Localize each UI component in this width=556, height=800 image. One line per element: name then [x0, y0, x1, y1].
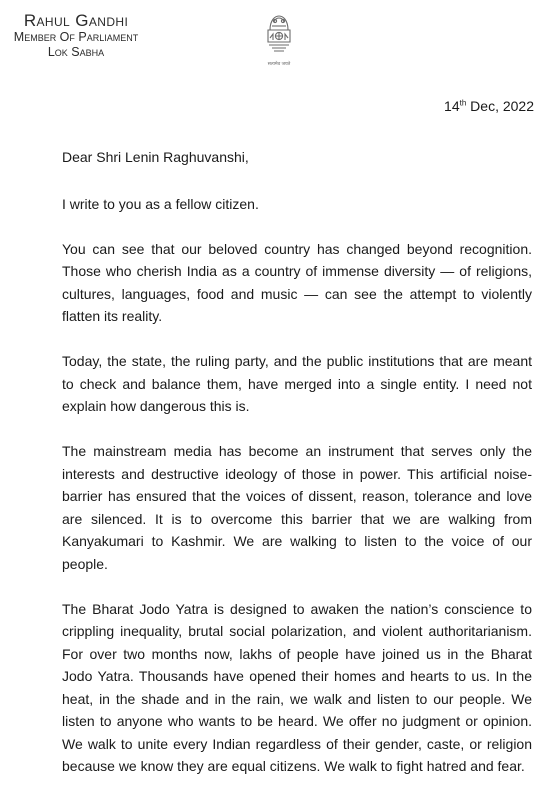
date-suffix: th	[459, 98, 467, 108]
sender-house: Lok Sabha	[47, 44, 105, 59]
paragraph-2: You can see that our beloved country has changed beyond recognition. Those who cherish India as a country of immense diversity — of religions, cultures, languages, food and music — can see the attempt to violently flatten its reality.	[62, 240, 532, 324]
paragraph-4: The mainstream media has become an instrument that serves only the interests and destructive ideology of those in power. This artificial noise-barrier has ensured that the voices of dissent, reason, tolerance and love are silenced. It is to overcome this barrier that we are walking from Kanyakumari to Kashmir. We are walking to listen to the voice of our people.	[62, 443, 532, 572]
emblem-caption: सत्यमेव जयते	[267, 62, 291, 67]
letterhead	[6, 12, 146, 59]
letter-date	[444, 98, 534, 114]
salutation: Dear Shri Lenin Raghuvanshi,	[62, 149, 249, 165]
sender-title: Member Of Parliament	[13, 29, 139, 44]
state-emblem-icon	[262, 12, 296, 70]
sender-name: Rahul Gandhi	[23, 11, 129, 30]
date-rest: Dec, 2022	[466, 98, 534, 114]
paragraph-5: The Bharat Jodo Yatra is designed to awaken the nation’s conscience to crippling inequality, brutal social polarization, and violent authoritarianism. For over two months now, lakhs of people have joined us in the Bharat Jodo Yatra. Thousands have opened their homes and hearts to us. In the heat, in the shade and in the rain, we walk and listen to our people. We listen to anyone who wants to be heard. We offer no judgment or opinion. We walk to unite every Indian regardless of their gender, caste, or religion because we know they are equal citizens. We walk to fight hatred and fear.	[62, 600, 532, 774]
date-day: 14	[444, 98, 460, 114]
paragraph-1: I write to you as a fellow citizen.	[62, 195, 259, 212]
letter-body	[62, 146, 532, 800]
paragraph-3: Today, the state, the ruling party, and the public institutions that are meant to check and balance them, have merged into a single entity. I need not explain how dangerous this is.	[62, 353, 532, 414]
